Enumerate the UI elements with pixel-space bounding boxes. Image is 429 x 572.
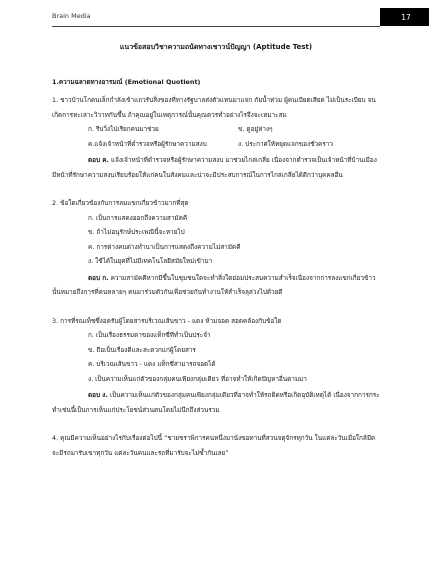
- question-1: 1. ชาวบ้านโกดนเล็กกำลังเข้าแถวรับสิ่งของที่ทางรัฐบาลส่งตัวแทนมาแจก ภัยน้ำท่วม ผู้คนเบียดเสียด ไม่เป็นระเบียบ จนเกิดการทะเลาะวิวาทกันขึ้น ถ้าคุณอยู่ในเหตุการณ์นั้นคุณควรทำอย่างไรจึงจะเหมาะสม: [52, 96, 376, 119]
- option-d: ง. เป็นความเห็นแก่ตัวของกลุ่มคนเพียงกลุ่มเดียว ที่อาจทำให้เกิดปัญหาอื่นตามมา: [88, 374, 307, 383]
- option-c: ค. บริเวณเส้นขาว - แดง แท็กซี่สามารถจอดได้: [88, 360, 216, 368]
- option-a: ก. เป็นการแสดงออกถึงความสามัคคี: [88, 213, 188, 222]
- option-b: ข. ถ้าไม่อนุรักษ์ประเพณีนี้จะหายไป: [88, 228, 185, 236]
- option-b: ข. ถือเป็นเรื่องดีและสะดวกแก่ผู้โดยสาร: [88, 345, 196, 354]
- question-1-options: [52, 122, 380, 151]
- header-rule: [52, 26, 380, 27]
- question-3: 3. การที่รณเท็ชซึ่งอครับผู้โดยสารบริเวณเส้นขาว - แดง ห้ามจอด สอดคล้องกับข้อใด: [52, 316, 282, 325]
- publisher-name: Brain Media: [52, 12, 91, 20]
- answer-explanation: ความสามัคคีหากมีขึ้นในชุมชนใดจะทำสิ่งใดย่อมประสบความสำเร็จเนื่องจากการลงแขกเกี่ยวข้าวนั้นหมายถึงการที่คนหลายๆ คนมาร่วมตัวกันเพื่อช่วยกันทำงานให้สำเร็จลุล่วงไปด้วยดี: [52, 273, 376, 296]
- answer-explanation: แจ้งเจ้าหน้าที่ตำรวจหรือผู้รักษาความสงบ มาช่วยไกล่เกลี่ย เนื่องจากตำรวจเป็นเจ้าหน้าที่บ้านเมือง มีหน้าที่รักษาความสงบเรียบร้อยให้แก่คนในสังคมและน่าจะมีประสบการณ์ในการไกล่เกลี่ยได้ดีกว่าบุคคลอื่น: [52, 156, 377, 179]
- page-number-badge: 17: [380, 8, 429, 26]
- answer-explanation: เป็นความเห็นแก่ตัวของกลุ่มคนเพียงกลุ่มเดียวที่อาจทำให้รถติดหรือเกิดอุบัติเหตุได้ เนื่องจากการกระทำเช่นนี้เป็นการเห็นแก่ประโยชน์ส่วนตนโดยไม่นึกถึงส่วนรวม: [52, 391, 380, 414]
- document-body: [52, 40, 380, 460]
- answer-1: [52, 153, 380, 182]
- option-d: ง. ใช้ได้ในยุคที่ไม่มีเทคโนโลยีสมัยใหม่เข้ามา: [88, 257, 213, 265]
- question-4: 4. คุณมีความเห็นอย่างไรกับเรื่องต่อไปนี้ “ชายชราพิการคนหนึ่งมานั่งขอทานที่สวนจตุจักรทุกวัน ในแต่ละวันเมื่อใกล้มืดจะมีรถมารับเขาทุกวัน แต่ละวันคนและรถที่มารับจะไม่ซ้ำกันเลย”: [52, 434, 376, 457]
- option-c: ค. การต่างคนต่างทำนาเป็นการแสดงถึงความไม่สามัคคี: [88, 242, 241, 251]
- option-c: ค.แจ้งเจ้าหน้าที่ตำรวจหรือผู้รักษาความสงบ: [88, 139, 207, 148]
- answer-3: [52, 388, 380, 417]
- section-heading: 1.ความฉลาดทางอารมณ์ (Emotional Quotient): [52, 77, 201, 86]
- question-2: 2. ข้อใดเกี่ยวข้องกับการลมแขกเกี่ยวข้าวมากที่สุด: [52, 199, 189, 207]
- option-a: ก. เป็นเรื่องธรรมดาของแท็กซี่ที่ทำเป็นประจำ: [88, 331, 211, 339]
- option-b: ข. ดูอยู่ห่างๆ: [238, 125, 273, 133]
- answer-label: ตอบ ค.: [88, 156, 109, 164]
- answer-label: ตอบ ง.: [88, 391, 108, 399]
- answer-2: [52, 271, 380, 300]
- option-a: ก. รีบวิ่งไปเรียกคนมาช่วย: [88, 125, 159, 133]
- page-title: แนวข้อสอบวิชาความถนัดทางเชาวน์ปัญญา (Aptitude Test): [119, 43, 313, 51]
- option-d: ง. ประกาศให้หยุดแจกของชั่วคราว: [238, 139, 333, 148]
- answer-label: ตอบ ก.: [88, 273, 109, 282]
